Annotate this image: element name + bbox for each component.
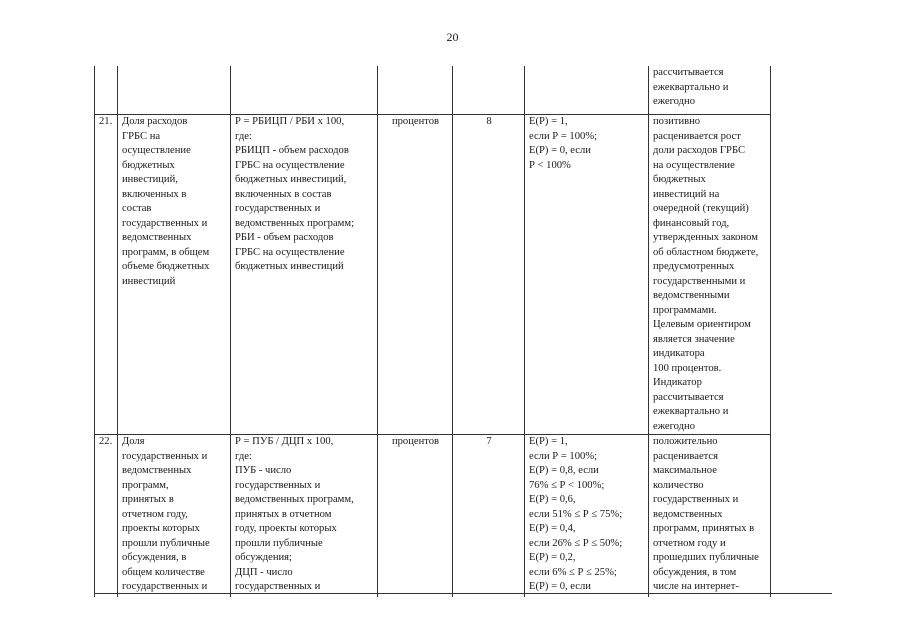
row-number: 22. xyxy=(99,436,113,447)
table-row xyxy=(95,435,771,598)
unit-of-measure-cell xyxy=(378,435,453,598)
evaluation-criteria-line: Е(Р) = 0,8, если xyxy=(529,465,599,476)
indicator-formula-line: ведомственных программ, xyxy=(235,494,354,505)
indicator-formula-line: включенных в состав xyxy=(235,188,332,200)
indicator-name-line: объеме бюджетных xyxy=(122,261,210,272)
indicator-comment-line: числе на интернет- xyxy=(653,581,739,592)
indicator-formula-line: ПУБ - число xyxy=(235,465,292,476)
indicator-name-line: принятых в xyxy=(122,494,174,505)
indicator-name-line: Доля xyxy=(122,436,145,447)
indicator-comment-line: финансовый год, xyxy=(653,217,730,229)
indicator-formula-line: бюджетных инвестиций xyxy=(235,261,344,272)
indicator-formula-line: ДЦП - число xyxy=(235,566,293,578)
evaluation-criteria-line: Е(Р) = 0,6, xyxy=(529,494,576,505)
indicator-comment-line: расценивается xyxy=(653,450,719,462)
indicator-comment-line: расценивается рост xyxy=(653,130,741,142)
indicator-comment-line: ежеквартально и xyxy=(653,81,729,93)
indicator-comment-line: ежегодно xyxy=(653,420,696,432)
indicator-formula-line: РБИЦП - объем расходов xyxy=(235,145,349,156)
indicator-formula-line: году, проекты которых xyxy=(235,523,337,534)
indicator-weight-cell xyxy=(453,115,525,435)
page-number: 20 xyxy=(446,30,459,44)
evaluation-criteria-line: 76% ≤ Р < 100%; xyxy=(529,479,605,491)
indicator-comment-line: рассчитывается xyxy=(653,67,724,78)
evaluation-criteria-cell xyxy=(525,115,649,435)
indicator-formula-cell xyxy=(231,66,378,115)
indicator-comment-line: государственных и xyxy=(653,494,739,505)
indicator-comment-line: индикатора xyxy=(653,348,705,359)
indicator-formula-line: бюджетных инвестиций, xyxy=(235,174,347,185)
indicator-comment-line: программ, принятых в xyxy=(653,523,755,534)
unit-of-measure: процентов xyxy=(391,116,440,127)
indicator-weight: 8 xyxy=(486,116,492,127)
indicator-weight-cell xyxy=(453,435,525,598)
indicator-name-line: государственных и xyxy=(122,450,208,462)
unit-of-measure-cell xyxy=(378,115,453,435)
indicator-name-line: прошли публичные xyxy=(122,537,210,549)
indicator-name-line: государственных и xyxy=(122,581,208,592)
indicator-comment-line: позитивно xyxy=(653,116,701,127)
indicator-comment-line: ежеквартально и xyxy=(653,406,729,417)
indicator-name-cell xyxy=(118,66,231,115)
indicator-formula-line: ведомственных программ; xyxy=(235,217,355,229)
indicator-formula-line: ГРБС на осуществление xyxy=(235,159,345,171)
indicator-comment-line: инвестиций на xyxy=(653,188,720,200)
evaluation-criteria-line: Е(Р) = 0,4, xyxy=(529,523,576,534)
indicator-name-line: состав xyxy=(122,203,152,214)
indicator-formula-line: государственных и xyxy=(235,203,321,214)
indicator-formula-line: где: xyxy=(235,130,252,142)
indicator-weight-cell xyxy=(453,66,525,115)
indicator-formula-line: принятых в отчетном xyxy=(235,508,332,520)
indicator-comment-line: ежегодно xyxy=(653,96,696,107)
indicator-name-line: инвестиций xyxy=(122,275,176,287)
evaluation-criteria-line: если Р = 100%; xyxy=(529,450,598,462)
evaluation-criteria-line: Е(Р) = 1, xyxy=(529,116,568,127)
indicator-comment-line: очередной (текущий) xyxy=(653,203,749,214)
indicator-comment-line: обсуждения, в том xyxy=(653,566,737,578)
indicator-comment-line: Индикатор xyxy=(653,377,702,388)
indicator-name-line: включенных в xyxy=(122,188,187,200)
indicator-formula-cell xyxy=(231,115,378,435)
indicator-name-line: проекты которых xyxy=(122,523,200,534)
indicator-comment-line: государственными и xyxy=(653,275,746,287)
indicator-comment-cell xyxy=(649,115,771,435)
indicator-name-line: отчетном году, xyxy=(122,508,188,520)
indicator-comment-line: утвержденных законом xyxy=(653,232,758,243)
table-row xyxy=(95,115,771,435)
indicator-formula-line: прошли публичные xyxy=(235,537,323,549)
evaluation-criteria-line: Е(Р) = 0, если xyxy=(529,145,591,156)
row-number-cell xyxy=(95,66,118,115)
evaluation-criteria-line: если 51% ≤ Р ≤ 75%; xyxy=(529,508,623,520)
indicator-name-line: инвестиций, xyxy=(122,174,178,185)
evaluation-criteria-line: если 26% ≤ Р ≤ 50%; xyxy=(529,537,623,549)
indicator-comment-line: бюджетных xyxy=(653,174,706,185)
indicator-comment-line: предусмотренных xyxy=(653,261,735,272)
indicator-name-cell xyxy=(118,115,231,435)
indicator-comment-line: на осуществление xyxy=(653,159,735,171)
row-number-cell xyxy=(95,435,118,598)
unit-of-measure: процентов xyxy=(391,436,440,447)
indicator-comment-line: программами. xyxy=(653,304,717,316)
indicator-comment-line: прошедших публичные xyxy=(653,552,759,563)
indicator-comment-line: ведомственных xyxy=(653,508,723,520)
indicator-name-line: бюджетных xyxy=(122,159,175,171)
indicator-formula-line: государственных и xyxy=(235,479,321,491)
indicator-name-line: Доля расходов xyxy=(122,116,188,127)
indicator-formula-line: где: xyxy=(235,450,252,462)
indicator-name-line: программ, xyxy=(122,479,169,491)
evaluation-criteria-line: Е(Р) = 1, xyxy=(529,436,568,447)
indicators-table xyxy=(94,66,771,597)
evaluation-criteria-line: если Р = 100%; xyxy=(529,130,598,142)
indicator-name-line: осуществление xyxy=(122,145,191,156)
indicator-formula-cell xyxy=(231,435,378,598)
indicator-comment-line: является значение xyxy=(653,333,735,345)
indicator-comment-line: ведомственными xyxy=(653,290,730,301)
indicator-comment-cell xyxy=(649,66,771,115)
indicator-comment-line: об областном бюджете, xyxy=(653,246,759,258)
indicator-comment-line: Целевым ориентиром xyxy=(653,319,751,330)
indicator-name-line: общем количестве xyxy=(122,566,205,578)
indicator-name-line: ведомственных xyxy=(122,465,192,476)
indicator-name-line: программ, в общем xyxy=(122,246,210,258)
indicator-name-line: государственных и xyxy=(122,217,208,229)
evaluation-criteria-line: Р < 100% xyxy=(529,159,571,171)
indicator-formula-line: Р = ПУБ / ДЦП х 100, xyxy=(235,436,334,447)
indicator-comment-line: количество xyxy=(653,479,704,491)
indicator-comment-line: рассчитывается xyxy=(653,391,724,403)
evaluation-criteria-line: Е(Р) = 0,2, xyxy=(529,552,576,563)
indicator-comment-cell xyxy=(649,435,771,598)
indicator-formula-line: обсуждения; xyxy=(235,552,292,563)
evaluation-criteria-line: Е(Р) = 0, если xyxy=(529,581,591,592)
indicator-formula-line: Р = РБИЦП / РБИ х 100, xyxy=(235,116,345,127)
indicator-formula-line: государственных и xyxy=(235,581,321,592)
indicator-comment-line: положительно xyxy=(653,436,718,447)
indicator-comment-line: 100 процентов. xyxy=(653,362,722,374)
indicator-name-line: ГРБС на xyxy=(122,130,161,142)
evaluation-criteria-cell xyxy=(525,66,649,115)
row-number-cell xyxy=(95,115,118,435)
table-row xyxy=(95,66,771,115)
unit-of-measure-cell xyxy=(378,66,453,115)
table-bottom-border xyxy=(94,593,832,594)
indicator-formula-line: РБИ - объем расходов xyxy=(235,232,334,243)
indicator-comment-line: максимальное xyxy=(653,465,717,476)
indicator-name-cell xyxy=(118,435,231,598)
indicator-formula-line: ГРБС на осуществление xyxy=(235,246,345,258)
row-number: 21. xyxy=(99,116,113,127)
evaluation-criteria-line: если 6% ≤ Р ≤ 25%; xyxy=(529,566,617,578)
indicator-name-line: ведомственных xyxy=(122,232,192,243)
indicator-comment-line: отчетном году и xyxy=(653,537,726,549)
indicator-name-line: обсуждения, в xyxy=(122,552,187,563)
indicator-comment-line: доли расходов ГРБС xyxy=(653,145,746,156)
evaluation-criteria-cell xyxy=(525,435,649,598)
indicator-weight: 7 xyxy=(486,436,492,447)
